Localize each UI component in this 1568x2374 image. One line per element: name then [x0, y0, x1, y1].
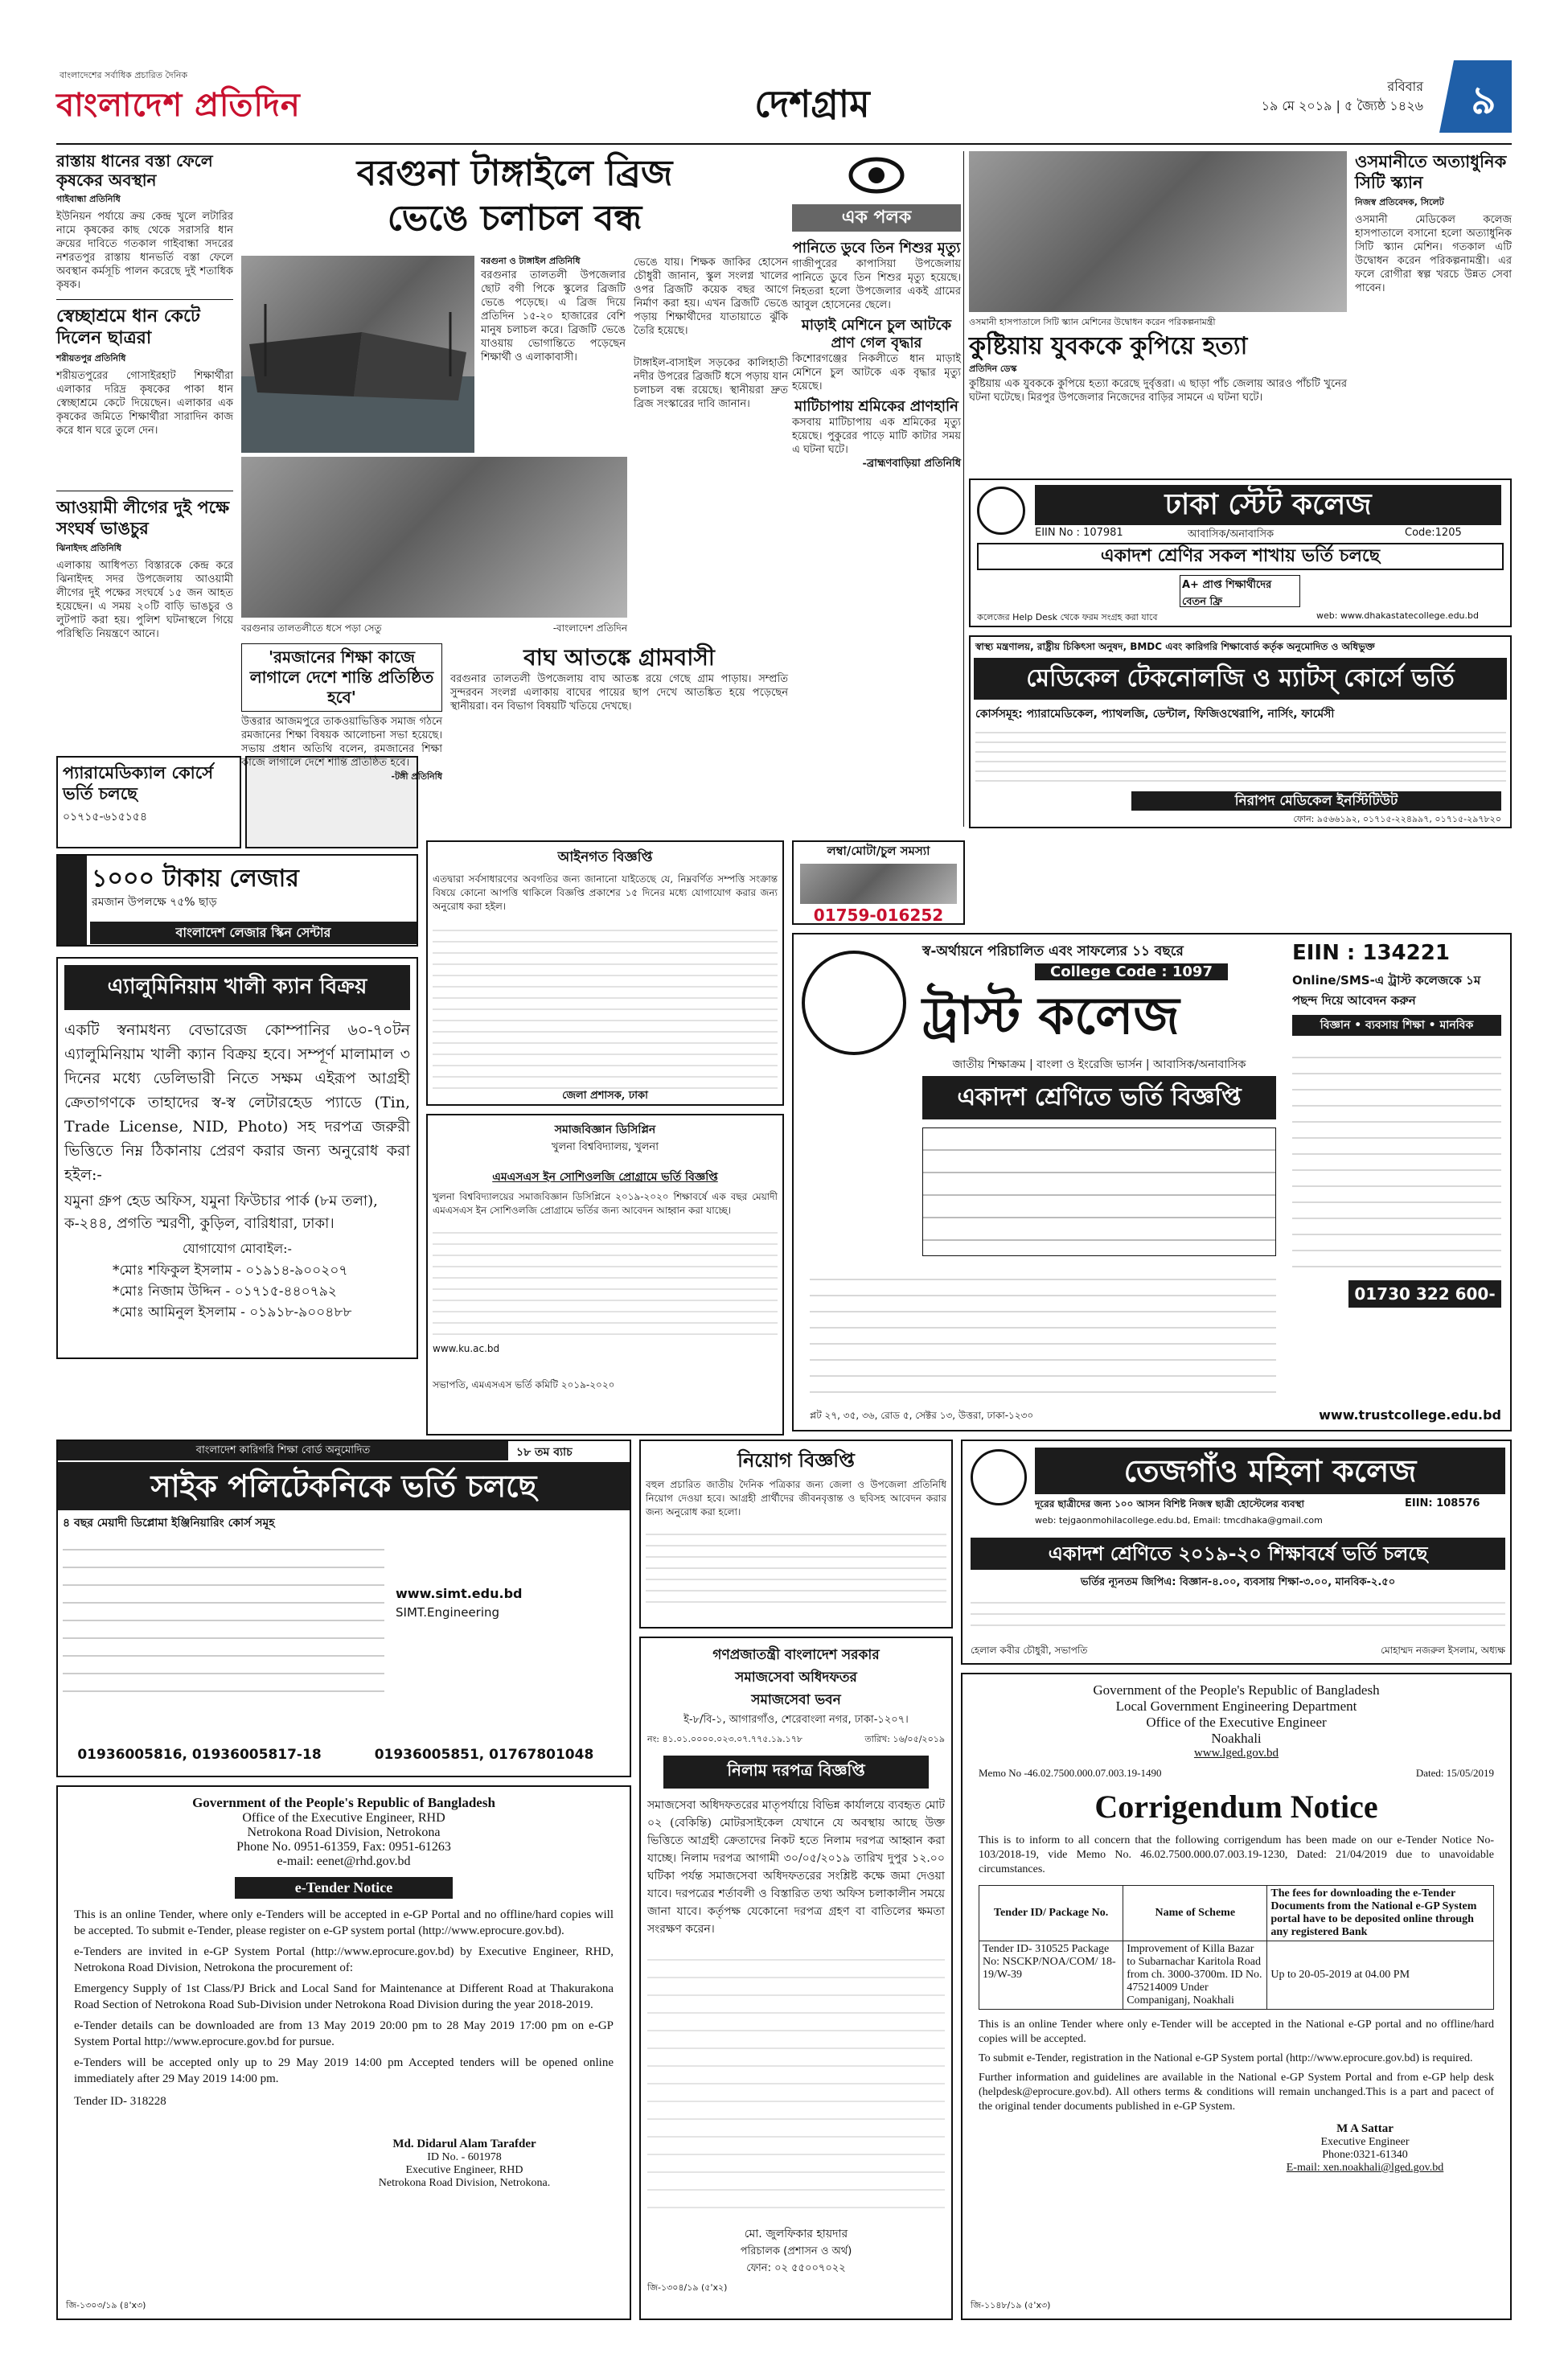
rhd-para-5: e-Tenders will be accepted only up to 29 May 2019 14:00 pm Accepted tenders will be opened online immediately after 29 May 2019 14:00 pm.	[74, 2056, 614, 2085]
lged-para-1: This is to inform to all concern that the following corrigendum has been made on our e-Tender Notice No-103/2018-19, vide Memo No. 46.02.7500.000.07.003.19-1230, Dated: 21/04/2019 due to unavoidable circumstances.	[979, 1834, 1494, 1875]
glance-headline-2[interactable]: মাড়াই মেশিনে চুল আটকে প্রাণ গেল বৃদ্ধার	[801, 317, 952, 351]
story-rice-protest	[56, 151, 233, 296]
lged-sign-1: M A Sattar	[1336, 2122, 1394, 2135]
saic-web[interactable]: www.simt.edu.bd	[396, 1586, 523, 1601]
lged-line-3: Office of the Executive Engineer	[1146, 1715, 1327, 1730]
story-headline[interactable]: রাস্তায় ধানের বস্তা ফেলে কৃষকের অবস্থান	[56, 151, 213, 190]
masthead-rule	[56, 143, 1512, 145]
medical-institute: নিরাপদ মেডিকেল ইনস্টিটিউট	[1131, 791, 1501, 811]
notice-legal	[426, 840, 784, 1106]
rhd-sign-2: ID No. - 601978	[427, 2151, 502, 2163]
issue-day: রবিবার	[1387, 79, 1423, 94]
glance-label: এক পলক	[792, 204, 961, 232]
notice-ku-sociology	[426, 1114, 784, 1435]
trust-groups: বিজ্ঞান • ব্যবসায় শিক্ষা • মানবিক	[1292, 1015, 1501, 1036]
story-byline: ঝিনাইদহ প্রতিনিধি	[56, 543, 121, 553]
trust-features: জাতীয় শিক্ষাক্রম | বাংলা ও ইংরেজি ভার্সন | আবাসিক/অনাবাসিক	[952, 1058, 1246, 1071]
lged-table	[979, 1885, 1494, 2010]
rhd-para-4: e-Tender details can be downloaded are from 13 May 2019 20:00 pm to 28 May 2019 17:00 pm on e-GP System Portal http://www.eprocure.gov.bd for pursue.	[74, 2019, 614, 2048]
saic-fb[interactable]: SIMT.Engineering	[396, 1605, 500, 1620]
story-body: বরগুনার তালতলী উপজেলায় বাঘ আতঙ্ক রয়ে গেছে গ্রাম পাড়ায়। সম্প্রতি সুন্দরবন সংলগ্ন এলাকায় বাঘের পায়ের ছাপ দেখে আতঙ্কিত হয়ে পড়েছেন স্থানীয়রা। বন বিভাগ বিষয়টি খতিয়ে দেখছে।	[450, 673, 788, 713]
ad-can-title: এ্যালুমিনিয়াম খালী ক্যান বিক্রয়	[64, 965, 410, 1010]
story-byline: শরীয়তপুর প্রতিনিধি	[56, 353, 126, 363]
sw-line-4: ই-৮/বি-১, আগারগাঁও, শেরেবাংলা নগর, ঢাকা-১২০৭।	[683, 1714, 909, 1726]
trust-features-list	[810, 1264, 1276, 1401]
saic-phone-1[interactable]: 01936005816, 01936005817-18	[77, 1747, 322, 1763]
page-number: ৯	[1471, 78, 1496, 123]
saic-title: সাইক পলিটেকনিকে ভর্তি চলছে	[58, 1462, 630, 1510]
story-byline: -টঙ্গী প্রতিনিধি	[391, 771, 442, 782]
tejgaon-eiin: EIIN: 108576	[1405, 1497, 1480, 1509]
trust-online: Online/SMS-এ ট্রাস্ট কলেজকে ১ম পছন্দ দিয়ে আবেদন করুন	[1292, 973, 1481, 1008]
rhd-title: e-Tender Notice	[235, 1877, 453, 1899]
hair-phone: 01759-016252	[813, 906, 944, 925]
bridge-illustration	[241, 256, 474, 453]
ad-medical-tech[interactable]	[969, 635, 1512, 828]
lged-sign-4[interactable]: E-mail: xen.noakhali@lged.gov.bd	[1286, 2162, 1444, 2174]
saic-courses	[63, 1533, 384, 1694]
story-byline: প্রতিদিন ডেস্ক	[969, 363, 1017, 374]
lged-sign-3: Phone:0321-61340	[1322, 2149, 1408, 2161]
rhd-para-2: e-Tenders are invited in e-GP System Portal (http://www.eprocure.gov.bd) by Executive Engineer, RHD, Netrokona Road Division, Netrokona the procurement of:	[74, 1945, 614, 1974]
ku-title: এমএসএস ইন সোশিওলজি প্রোগ্রামে ভর্তি বিজ্ঞপ্তি	[492, 1171, 718, 1184]
ad-title: প্যারামেডিক্যাল কোর্সে ভর্তি চলছে	[63, 763, 214, 803]
story-ramadan	[241, 643, 442, 820]
table-header: Name of Scheme	[1123, 1886, 1267, 1941]
photo-ct-scan[interactable]	[969, 151, 1347, 312]
lead-photo-2[interactable]	[241, 457, 627, 618]
trust-helpdesk[interactable]: 01730 322 600-11	[1348, 1280, 1501, 1308]
notice-footer: জেলা প্রশাসক, ঢাকা	[562, 1090, 648, 1102]
lead-headline-1[interactable]: বরগুনা টাঙ্গাইলে ব্রিজ	[356, 153, 673, 194]
ad-can-body: একটি স্বনামধন্য বেভারেজ কোম্পানির ৬০-৭০টন এ্যালুমিনিয়াম খালী ক্যান বিক্রয় হবে। সম্পূর্ণ মালামাল ৩ দিনের মধ্যে ডেলিভারী নিতে সক্ষম এইরূপ আগ্রহী ক্রেতাগণকে তাহাদের স্ব-স্ব লেটারহেড প্যাডে (Tin, Trade License, NID, Photo) সহ দরপত্র জরুরী ভিত্তিতে নিম্ন ঠিকানায় প্রেরণ করার জন্য অনুরোধ করা হইল:-	[64, 1021, 410, 1184]
glance-text-1: গাজীপুরের কাপাসিয়া উপজেলায় পানিতে ডুবে তিন শিশুর মৃত্যু হয়েছে। নিহতরা হলো উপজেলার একই গ্রামের আবুল হোসেনের ছেলে।	[792, 258, 961, 311]
lged-line-4: Noakhali	[1211, 1731, 1262, 1746]
eye-icon	[848, 151, 905, 199]
sw-body: সমাজসেবা অধিদফতরের মাতৃপর্যায়ে বিভিন্ন কার্যালয়ে ব্যবহৃত মোট ০২ (বেকিন্তি) মোটরসাইকেল যেখানে যে অবস্থায় আছে উক্ত ভিত্তিতে আগ্রহী ক্রেতাদের নিকট হতে নিলাম দরপত্র আহ্বান করা যাচ্ছে। নিলাম দরপত্র আগামী ৩০/০৫/২০১৯ তারিখ দুপুর ১২.০০ ঘটিকা পর্যন্ত সমাজসেবা অধিদফতরের সংশ্লিষ্ট কক্ষে জমা দেওয়া যাবে। দরপত্রের শর্তাবলী ও বিস্তারিত তথ্য অফিস চলাকালীন সময়ে জানা যাবে। কর্তৃপক্ষ যেকোনো দরপত্র গ্রহণ বা বাতিলের ক্ষমতা সংরক্ষণ করেন।	[647, 1799, 945, 1936]
hair-title: লম্বা/মোটা/চুল সমস্যা	[827, 844, 930, 858]
story-body: এলাকায় আধিপত্য বিস্তারকে কেন্দ্র করে ঝিনাইদহ সদর উপজেলায় আওয়ামী লীগের দুই পক্ষের সংঘর্ষে ১৫ জন আহত হয়েছেন। এ সময় ২০টি বাড়ি ভাঙচুর ও লুটপাট করা হয়। পুলিশ ঘটনাস্থলে গিয়ে পরিস্থিতি নিয়ন্ত্রণে আনে।	[56, 560, 233, 640]
story-kushtia	[969, 331, 1347, 468]
trust-logo-icon	[802, 951, 906, 1055]
ad-can-contact-label: যোগাযোগ মোবাইল:-	[183, 1241, 292, 1256]
rhd-sign-4: Netrokona Road Division, Netrokona.	[378, 2177, 551, 2189]
ad-laser-sub: রমজান উপলক্ষে ৭৫% ছাড়	[92, 896, 217, 909]
college-name: ঢাকা স্টেট কলেজ	[1035, 485, 1501, 525]
glance-credit: -ব্রাহ্মণবাড়িয়া প্রতিনিধি	[862, 458, 961, 470]
story-headline[interactable]: ওসমানীতে অত্যাধুনিক সিটি স্ক্যান	[1355, 152, 1507, 192]
ad-laser-center: বাংলাদেশ লেজার স্কিন সেন্টার	[90, 922, 417, 944]
lead-body-2: ভেঙে যায়। শিক্ষক জাকির হোসেন চৌধুরী জানান, স্কুল সংলগ্ন খালের ওপর ব্রিজটি কয়েক বছর আগে নির্মাণ করা হয়। এখন ব্রিজটি ভেঙে পড়ায় শিক্ষার্থীদের যাতায়াতে ঝুঁকি তৈরি হয়েছে।	[634, 257, 788, 337]
lead-body-1: বরগুনার তালতলী উপজেলার ছোট বগী পিকে স্কুলের ব্রিজটি ভেঙে পড়েছে। এ ব্রিজ দিয়ে প্রতিদিন ১৫-২০ হাজারের বেশি মানুষ চলাচল করে। ব্রিজটি ভেঙে যাওয়ায় ভোগান্তিতে পড়েছেন শিক্ষার্থী ও এলাকাবাসী।	[481, 269, 626, 363]
story-headline[interactable]: বাঘ আতঙ্কে গ্রামবাসী	[523, 644, 715, 671]
divider-vertical	[963, 151, 964, 827]
tejgaon-sub: দূরের ছাত্রীদের জন্য ১০০ আসন বিশিষ্ট নিজস্ব ছাত্রী হোস্টেলের ব্যবস্থা	[1035, 1498, 1304, 1509]
rhd-para-3: Emergency Supply of 1st Class/PJ Brick and Local Sand for Maintenance at Different Road at Thakurakona Road Section of Netrokona Road Sub-Division under Netrokona Road Division during the year 2018-2019.	[74, 1982, 614, 2011]
lead-photo-bridge[interactable]	[241, 256, 474, 453]
lged-para-3: To submit e-Tender, registration in the National e-GP System portal (http://www.eprocure.gov.bd) is required.	[979, 2052, 1473, 2064]
lged-signature	[1236, 2122, 1494, 2175]
glance-headline-3[interactable]: মাটিচাপায় শ্রমিকের প্রাণহানি	[794, 398, 958, 415]
ku-web[interactable]: www.ku.ac.bd	[433, 1343, 500, 1354]
rhd-line-4: Phone No. 0951-61359, Fax: 0951-61263	[236, 1840, 451, 1854]
college-scholarship: A+ প্রাপ্ত শিক্ষার্থীদের বেতন ফ্রি	[1180, 575, 1300, 607]
medical-top: স্বাস্থ্য মন্ত্রণালয়, রাষ্ট্রীয় চিকিৎসা অনুষদ, BMDC এবং কারিগরি শিক্ষাবোর্ড কর্তৃক অনুমোদিত ও অধিভুক্ত	[975, 641, 1375, 652]
medical-courses: কোর্সসমূহ: প্যারামেডিকেল, প্যাথলজি, ডেন্টাল, ফিজিওথেরাপি, নার্সিং, ফার্মেসী	[975, 708, 1335, 721]
notice-body: এতদ্বারা সর্বসাধারণের অবগতির জন্য জানানো যাইতেছে যে, নিম্নবর্ণিত সম্পত্তি সংক্রান্ত বিষয়ে কোনো আপত্তি থাকিলে বিজ্ঞপ্তি প্রকাশের ১৫ দিনের মধ্যে যোগাযোগ করার জন্য অনুরোধ করা হইল।	[433, 873, 778, 912]
ad-can-sale[interactable]	[56, 957, 418, 1359]
ad-tejgaon-college[interactable]	[961, 1440, 1512, 1665]
tejgaon-fine-print	[971, 1592, 1505, 1633]
ku-body: খুলনা বিশ্ববিদ্যালয়ের সমাজবিজ্ঞান ডিসিপ্লিনে ২০১৯-২০২০ শিক্ষাবর্ষে এক বছর মেয়াদী এমএসএস ইন সোশিওলজি প্রোগ্রামে ভর্তির জন্য আবেদন আহ্বান করা যাচ্ছে।	[433, 1191, 778, 1216]
tejgaon-gpa: ভর্তির ন্যূনতম জিপিএ: বিজ্ঞান-৪.০০, ব্যবসায় শিক্ষা-৩.০০, মানবিক-২.৫০	[1080, 1576, 1396, 1588]
brand-logo[interactable]: বাংলাদেশ প্রতিদিন	[56, 87, 301, 124]
table-row	[979, 1941, 1494, 2010]
rhd-line-5[interactable]: e-mail: eenet@rhd.gov.bd	[277, 1854, 411, 1868]
story-headline[interactable]: কুষ্টিয়ায় যুবককে কুপিয়ে হত্যা	[969, 332, 1248, 360]
ad-trust-college[interactable]	[792, 933, 1512, 1431]
medical-phone[interactable]: ফোন: ৯৫৬৬১৯২, ০১৭১৫-২২৪৯৯৭, ০১৭১৫-২৯৭৮২০	[1293, 814, 1501, 824]
lged-memo-row	[979, 1767, 1494, 1780]
ku-sign: সভাপতি, এমএসএস ভর্তি কমিটি ২০১৯-২০২০	[433, 1379, 615, 1390]
ad-paramedical[interactable]	[56, 756, 241, 848]
story-body: উত্তরার আজমপুরে তাকওয়াভিত্তিক সমাজ গঠনে রমজানের শিক্ষা বিষয়ক আলোচনা সভা হয়েছে। সভায় প্রধান অতিথি বলেন, রমজানের শিক্ষা কাজে লাগালে দেশে শান্তি প্রতিষ্ঠিত হবে।	[241, 716, 442, 769]
table-header: The fees for downloading the e-Tender Documents from the National e-GP System portal have to be deposited online through any registered Bank	[1267, 1886, 1494, 1941]
sw-phone: ফোন: ০২ ৫৫০০৭০২২	[746, 2262, 846, 2274]
tejgaon-sign-right: মোহাম্মদ নজরুল ইসলাম, অধ্যক্ষ	[1381, 1645, 1505, 1656]
notice-social-welfare	[639, 1637, 953, 2320]
college-eiin: EIIN No : 107981	[1035, 527, 1123, 539]
glance-text-2: কিশোরগঞ্জের নিকলীতে ধান মাড়াই মেশিনে চুল আটকে এক বৃদ্ধার মৃত্যু হয়েছে।	[792, 353, 961, 392]
recruit-title: নিয়োগ বিজ্ঞপ্তি	[737, 1449, 855, 1472]
glance-body	[792, 240, 961, 819]
lged-ref: জি-১১৪৮/১৯ (৫'x৩)	[971, 2300, 1051, 2310]
medical-title: মেডিকেল টেকনোলজি ও ম্যাটস্ কোর্সে ভর্তি	[974, 658, 1507, 700]
ad-phone: ০১৭১৫-৬১৫১৫৪	[63, 811, 148, 824]
sw-ref: জি-১৩০৪/১৯ (৫'x২)	[647, 2282, 728, 2293]
rhd-sign-1: Md. Didarul Alam Tarafder	[392, 2138, 536, 2150]
trust-fee-table	[922, 1127, 1276, 1256]
notice-lged-corrigendum	[961, 1673, 1512, 2320]
story-osmani	[1355, 151, 1512, 473]
saic-phone-2[interactable]: 01936005851, 01767801048	[374, 1747, 594, 1763]
lead-story	[241, 151, 788, 682]
rhd-line-1: Government of the People's Republic of Bangladesh	[192, 1795, 495, 1810]
lged-para-4: Further information and guidelines are available in the National e-GP System Portal and from e-GP help desk (helpdesk@eprocure.gov.bd). All others terms & conditions will remain unchanged.This is a part and pacect of the original tender documents published in e-GP System.	[979, 2072, 1494, 2113]
lead-byline: বরগুনা ও টাঙ্গাইল প্রতিনিধি	[481, 256, 581, 266]
lead-headline-2[interactable]: ভেঙে চলাচল বন্ধ	[387, 198, 642, 239]
sw-date: তারিখ: ১৬/০৫/২০১৯	[864, 1734, 945, 1744]
tejgaon-sign-left: হেলাল কবীর চৌধুরী, সভাপতি	[971, 1645, 1088, 1656]
saic-sub: ৪ বছর মেয়াদী ডিপ্লোমা ইঞ্জিনিয়ারিং কোর্স সমূহ	[63, 1517, 275, 1530]
glance-text-3: কসবায় মাটিচাপায় এক শ্রমিকের মৃত্যু হয়েছে। পুকুরের পাড়ে মাটি কাটার সময় এ ঘটনা ঘটে।	[792, 417, 961, 456]
rhd-line-3: Netrokona Road Division, Netrokona	[247, 1826, 441, 1839]
table-row	[979, 1886, 1494, 1941]
section-title: দেশগ্রাম	[754, 82, 870, 125]
trust-code: College Code : 1097	[1035, 963, 1228, 980]
story-body: কুষ্টিয়ায় এক যুবককে কুপিয়ে হত্যা করেছে দুর্বৃত্তরা। এ ছাড়া পাঁচ জেলায় আরও পাঁচটি খুনের ঘটনা ঘটেছে। মিরপুর উপজেলার নিজেদের বাড়ির সামনে এ ঘটনা ঘটে।	[969, 378, 1347, 404]
notice-fine-print	[433, 920, 778, 1089]
story-body: শরীয়তপুরের গোসাইরহাট শিক্ষার্থীরা এলাকার দরিদ্র কৃষকের পাকা ধান স্বেচ্ছাশ্রমে কেটে দিয়েছেন। এলাকার এক কৃষকের জমিতে শিক্ষার্থীরা সারাদিন কাজ করে ধান ঘরে তুলে দেন।	[56, 370, 233, 437]
trust-name: ট্রাস্ট কলেজ	[922, 987, 1180, 1046]
rhd-para-1: This is an online Tender, where only e-Tenders will be accepted in e-GP Portal and no offline/hard copies will be accepted. To submit e-Tender, please register on e-GP system portal (http://www.eprocure.gov.bd).	[74, 1908, 614, 1937]
glance-headline-1[interactable]: পানিতে ডুবে তিন শিশুর মৃত্যু	[792, 240, 961, 257]
recruit-fine-print	[646, 1524, 946, 1604]
story-headline[interactable]: আওয়ামী লীগের দুই পক্ষে সংঘর্ষ ভাঙচুর	[56, 498, 230, 538]
saic-top: বাংলাদেশ কারিগরি শিক্ষা বোর্ড অনুমোদিত	[58, 1441, 508, 1460]
lged-para-2: This is an online Tender where only e-Tender will be accepted in the National e-GP portal and no offline/hard copies will be accepted.	[979, 2019, 1494, 2045]
trust-side-list	[1292, 1042, 1501, 1275]
lged-sign-2: Executive Engineer	[1320, 2136, 1410, 2148]
medical-details	[975, 724, 1506, 788]
glance-eye-icon	[848, 151, 905, 199]
trust-web[interactable]: www.trustcollege.edu.bd	[1319, 1407, 1501, 1423]
ad-can-address: যমুনা গ্রুপ হেড অফিস, যমুনা ফিউচার পার্ক (৮ম তলা), ক-২৪৪, প্রগতি স্মরণী, কুড়িল, বারিধারা, ঢাকা।	[64, 1193, 378, 1232]
saic-batch: ১৮ তম ব্যাচ	[516, 1446, 573, 1459]
college-code: Code:1205	[1405, 527, 1462, 539]
rhd-sign-3: Executive Engineer, RHD	[405, 2164, 523, 2176]
recruit-body: বহুল প্রচারিত জাতীয় দৈনিক পত্রিকার জন্য জেলা ও উপজেলা প্রতিনিধি নিয়োগ দেওয়া হবে। আগ্রহী প্রার্থীদের জীবনবৃত্তান্ত ও ছবিসহ আবেদন করার জন্য অনুরোধ করা হলো।	[646, 1479, 946, 1518]
ad-can-contact-2[interactable]: *মোঃ নিজাম উদ্দিন - ০১৭১৫-৪৪০৭৯২	[113, 1284, 337, 1300]
notice-rhd-etender	[56, 1785, 631, 2320]
lead-photo-credit: -বাংলাদেশ প্রতিদিন	[552, 622, 627, 634]
trust-admission: একাদশ শ্রেণিতে ভর্তি বিজ্ঞপ্তি	[922, 1076, 1276, 1119]
story-body: ওসমানী মেডিকেল কলেজ হাসপাতালে বসানো হলো অত্যাধুনিক সিটি স্ক্যান মেশিন। গতকাল এটি উদ্বোধন করেন পরিকল্পনামন্ত্রী। এর ফলে রোগীরা স্বল্প খরচে উন্নত সেবা পাবেন।	[1355, 214, 1512, 294]
issue-date: ১৯ মে ২০১৯ | ৫ জ্যৈষ্ঠ ১৪২৬	[1261, 98, 1423, 113]
brand-tagline: বাংলাদেশের সর্বাধিক প্রচারিত দৈনিক	[60, 70, 188, 80]
lead-caption: বরগুনার তালতলীতে ধসে পড়া সেতু	[241, 622, 382, 634]
story-byline: নিজস্ব প্রতিবেদক, সিলেট	[1355, 197, 1444, 207]
sw-sign-1: মো. জুলফিকার হায়দার	[744, 2228, 848, 2241]
hair-photo	[800, 864, 957, 904]
ad-laser[interactable]	[56, 854, 418, 947]
trust-eiin: EIIN : 134221	[1292, 941, 1450, 965]
ad-saic-polytechnic[interactable]	[56, 1440, 631, 1777]
ad-can-contact-3[interactable]: *মোঃ আমিনুল ইসলাম - ০১৯১৮-৯০০৪৮৮	[113, 1304, 352, 1320]
trust-address: প্লট ২৭, ৩৫, ৩৬, রোড ৫, সেক্টর ১৩, উত্তরা, ঢাকা-১২৩০	[810, 1410, 1034, 1421]
college-type: আবাসিক/অনাবাসিক	[1188, 528, 1275, 540]
sw-fine-print	[647, 1943, 945, 2216]
lead-body-4	[634, 505, 788, 626]
college-web[interactable]: web: www.dhakastatecollege.edu.bd	[1316, 610, 1479, 621]
story-headline[interactable]: 'রমজানের শিক্ষা কাজে লাগালে দেশে শান্তি প্রতিষ্ঠিত হবে'	[241, 643, 442, 712]
masthead	[56, 60, 1512, 141]
page-number-badge	[1439, 60, 1512, 133]
ku-univ: খুলনা বিশ্ববিদ্যালয়, খুলনা	[552, 1141, 659, 1153]
ad-laser-title: ১০০০ টাকায় লেজার	[92, 865, 299, 893]
story-body: ইউনিয়ন পর্যায়ে ক্রয় কেন্দ্র খুলে লটারির নামে কৃষকের কাছ থেকে সরাসরি ধান ক্রয়ের দাবিতে গতকাল গাইবান্ধা সদরের নশরতপুর রাস্তায় ধানভর্তি বস্তা ফেলে অবস্থান কর্মসূচি পালন করেছে দুই শতাধিক কৃষক।	[56, 211, 233, 291]
ad-dhaka-state-college[interactable]	[969, 478, 1512, 627]
rhd-signature	[315, 2138, 614, 2190]
lged-line-2: Local Government Engineering Department	[1115, 1698, 1357, 1714]
glance-column	[792, 151, 961, 827]
sw-memo-row	[647, 1732, 945, 1748]
table-header: Tender ID/ Package No.	[979, 1886, 1123, 1941]
table-cell: Tender ID- 310525 Package No: NSCKP/NOA/COM/ 18- 19/W-39	[979, 1941, 1123, 2010]
sw-line-3: সমাজসেবা ভবন	[751, 1692, 841, 1708]
story-students-harvest	[56, 306, 233, 487]
tejgaon-logo-icon	[971, 1449, 1027, 1505]
story-byline: গাইবান্ধা প্রতিনিধি	[56, 194, 121, 204]
tejgaon-title: তেজগাঁও মহিলা কলেজ	[1035, 1448, 1505, 1494]
ad-laser-side	[58, 856, 87, 945]
photo-ct-caption: ওসমানী হাসপাতালে সিটি স্ক্যান মেশিনের উদ্বোধন করেন পরিকল্পনামন্ত্রী	[969, 317, 1216, 327]
college-admission: একাদশ শ্রেণির সকল শাখায় ভর্তি চলছে	[977, 543, 1504, 570]
rhd-ref: জি-১৩০৩/১৯ (৪'x৩)	[66, 2300, 146, 2310]
sw-line-1: গণপ্রজাতন্ত্রী বাংলাদেশ সরকার	[712, 1647, 880, 1663]
table-cell: Up to 20-05-2019 at 04.00 PM	[1267, 1941, 1494, 2010]
ad-hair[interactable]	[792, 840, 965, 925]
table-cell: Improvement of Killa Bazar to Subarnachar Karitola Road from ch. 3000-3700m. ID No. 475214009 Under Companiganj, Noakhali	[1123, 1941, 1267, 2010]
ad-can-contact-1[interactable]: *মোঃ শফিকুল ইসলাম - ০১৯১৪-৯০০২০৭	[113, 1263, 348, 1279]
story-tiger	[450, 643, 788, 820]
lged-line-1: Government of the People's Republic of Bangladesh	[1093, 1682, 1380, 1698]
sw-memo: নং: ৪১.০১.০০০০.০২৩.০৭.৭৭৫.১৯.১৭৮	[647, 1734, 803, 1744]
sw-sign-2: পরিচালক (প্রশাসন ও অর্থ)	[740, 2245, 852, 2257]
trust-est: স্ব-অর্থায়নে পরিচালিত এবং সাফল্যের ১১ বছরে	[922, 943, 1184, 959]
sw-line-2: সমাজসেবা অধিদফতর	[735, 1670, 857, 1686]
tejgaon-web[interactable]: web: tejgaonmohilacollege.edu.bd, Email: tmcdhaka@gmail.com	[1035, 1515, 1323, 1526]
ku-fine-print	[433, 1222, 778, 1343]
ku-dept: সমাজবিজ্ঞান ডিসিপ্লিন	[554, 1123, 656, 1136]
rhd-line-2: Office of the Executive Engineer, RHD	[242, 1811, 445, 1825]
tejgaon-admission: একাদশ শ্রেণিতে ২০১৯-২০ শিক্ষাবর্ষে ভর্তি চলছে	[971, 1538, 1505, 1570]
rhd-tender-id: Tender ID- 318228	[74, 2095, 166, 2108]
lged-memo: Memo No -46.02.7500.000.07.003.19-1490	[979, 1767, 1162, 1779]
lged-web[interactable]: www.lged.gov.bd	[1193, 1747, 1279, 1760]
lead-body-3: টাঙ্গাইল-বাসাইল সড়কের কালিহাতী নদীর উপরের ব্রিজটি ধসে পড়ায় যান চলাচল বন্ধ রয়েছে। স্থানীয়রা দ্রুত ব্রিজ সংস্কারের দাবি জানান।	[634, 357, 788, 410]
notice-recruitment	[639, 1440, 953, 1629]
sw-title: নিলাম দরপত্র বিজ্ঞপ্তি	[663, 1756, 929, 1789]
lged-date: Dated: 15/05/2019	[1415, 1767, 1494, 1779]
divider	[56, 299, 233, 300]
story-al-clash	[56, 497, 233, 698]
college-logo-icon	[977, 487, 1025, 535]
story-headline[interactable]: স্বেচ্ছাশ্রমে ধান কেটে দিলেন ছাত্ররা	[56, 306, 200, 348]
college-helpdesk: কলেজের Help Desk থেকে ফরম সংগ্রহ করা যাবে	[977, 612, 1158, 622]
lged-title: Corrigendum Notice	[1094, 1789, 1378, 1825]
notice-title: আইনগত বিজ্ঞপ্তি	[557, 849, 653, 865]
